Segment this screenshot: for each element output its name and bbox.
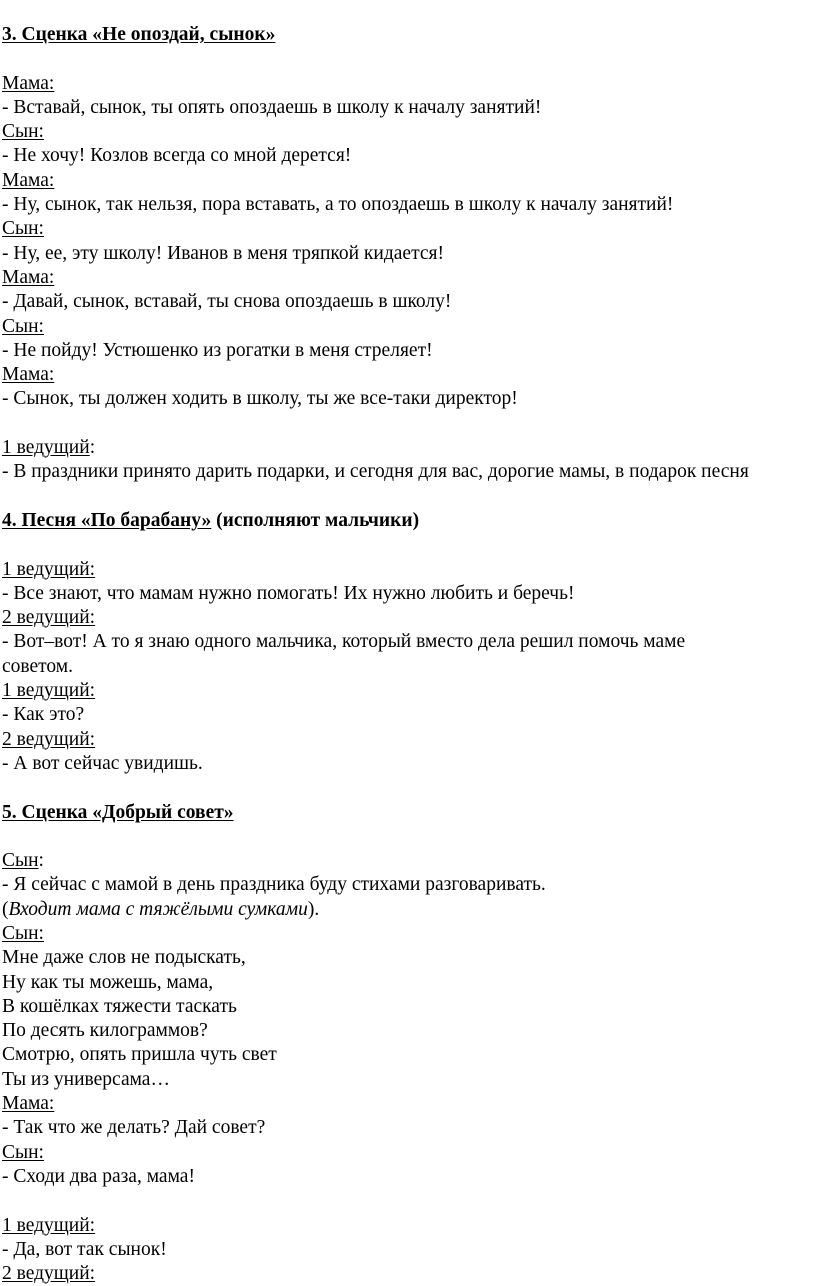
- speaker-label: Сын:: [2, 1141, 44, 1163]
- spacer: [2, 1189, 814, 1213]
- dialog-line: - А вот сейчас увидишь.: [2, 752, 203, 774]
- speaker-label: Сын:: [2, 922, 44, 944]
- dialog-line-continued: советом.: [2, 655, 74, 677]
- poem-line: В кошёлках тяжести таскать: [2, 995, 237, 1017]
- speaker-label: Мама:: [2, 72, 55, 94]
- speaker-label: Сын:: [2, 218, 44, 240]
- song4-title-note: (исполняют мальчики): [211, 509, 420, 531]
- spacer: [2, 412, 814, 436]
- paren-close: ).: [307, 898, 320, 920]
- speaker-label: 1 ведущий:: [2, 680, 96, 702]
- spacer: [2, 776, 814, 800]
- dialog-line: - Вставай, сынок, ты опять опоздаешь в школу к началу занятий!: [2, 96, 542, 118]
- scene3-title: 3. Сценка «Не опоздай, сынок»: [2, 24, 276, 45]
- dialog-line: - Сынок, ты должен ходить в школу, ты же все-таки директор!: [2, 388, 518, 410]
- dialog-line: - Вот–вот! А то я знаю одного мальчика, который вместо дела решил помочь маме: [2, 631, 686, 653]
- speaker-label: 2 ведущий:: [2, 1263, 96, 1285]
- dialog-line: - Не хочу! Козлов всегда со мной дерется!: [2, 145, 352, 167]
- speaker-label: 1 ведущий:: [2, 1214, 96, 1236]
- stage-direction: [2, 898, 814, 922]
- poem-line: По десять килограммов?: [2, 1020, 208, 1042]
- speaker-label: 1 ведущий: [2, 437, 90, 459]
- dialog-line: - Так что же делать? Дай совет?: [2, 1117, 266, 1139]
- dialog-line: - Все знают, что мамам нужно помогать! Их нужно любить и беречь!: [2, 582, 575, 604]
- spacer: [2, 825, 814, 849]
- document-page: [2, 23, 814, 1286]
- speaker-label: 2 ведущий:: [2, 728, 96, 750]
- colon: :: [38, 850, 44, 872]
- spacer: [2, 485, 814, 509]
- poem-line: Смотрю, опять пришла чуть свет: [2, 1044, 277, 1066]
- poem-line: Мне даже слов не подыскать,: [2, 947, 246, 969]
- song4-title-main: 4. Песня «По барабану»: [2, 509, 212, 531]
- scene5-title: 5. Сценка «Добрый совет»: [2, 801, 234, 823]
- speaker-label: Мама:: [2, 266, 55, 288]
- dialog-line: - Ну, ее, эту школу! Иванов в меня тряпкой кидается!: [2, 242, 444, 264]
- host-intro-label: [2, 436, 814, 460]
- dialog-line: - Сходи два раза, мама!: [2, 1165, 195, 1187]
- dialog-line: - Давай, сынок, вставай, ты снова опоздаешь в школу!: [2, 291, 452, 313]
- poem-line: Ну как ты можешь, мама,: [2, 971, 214, 993]
- speaker-label: Мама:: [2, 364, 55, 386]
- host-intro-text: - В праздники принято дарить подарки, и сегодня для вас, дорогие мамы, в подарок песня: [2, 461, 749, 483]
- dialog-line: - Ну, сынок, так нельзя, пора вставать, а то опоздаешь в школу к началу занятий!: [2, 194, 674, 216]
- paren-open: (: [2, 898, 9, 920]
- speaker-label: Сын:: [2, 121, 44, 143]
- speaker-label: Сын: [2, 850, 39, 872]
- spacer: [2, 47, 814, 71]
- stage-direction-text: Входит мама с тяжёлыми сумками: [8, 898, 308, 920]
- speaker-label: Сын:: [2, 315, 44, 337]
- dialog-line: - Как это?: [2, 704, 85, 726]
- son-label-line: [2, 849, 814, 873]
- spacer: [2, 533, 814, 557]
- song4-title: [2, 509, 814, 533]
- colon: :: [89, 437, 96, 459]
- speaker-label: Мама:: [2, 1093, 55, 1115]
- speaker-label: Мама:: [2, 169, 55, 191]
- dialog-line: - Я сейчас с мамой в день праздника буду стихами разговаривать.: [2, 874, 546, 896]
- dialog-line: - Не пойду! Устюшенко из рогатки в меня стреляет!: [2, 339, 433, 361]
- dialog-line: - Да, вот так сынок!: [2, 1238, 167, 1260]
- speaker-label: 1 ведущий:: [2, 558, 96, 580]
- poem-line: Ты из универсама…: [2, 1068, 170, 1090]
- speaker-label: 2 ведущий:: [2, 607, 96, 629]
